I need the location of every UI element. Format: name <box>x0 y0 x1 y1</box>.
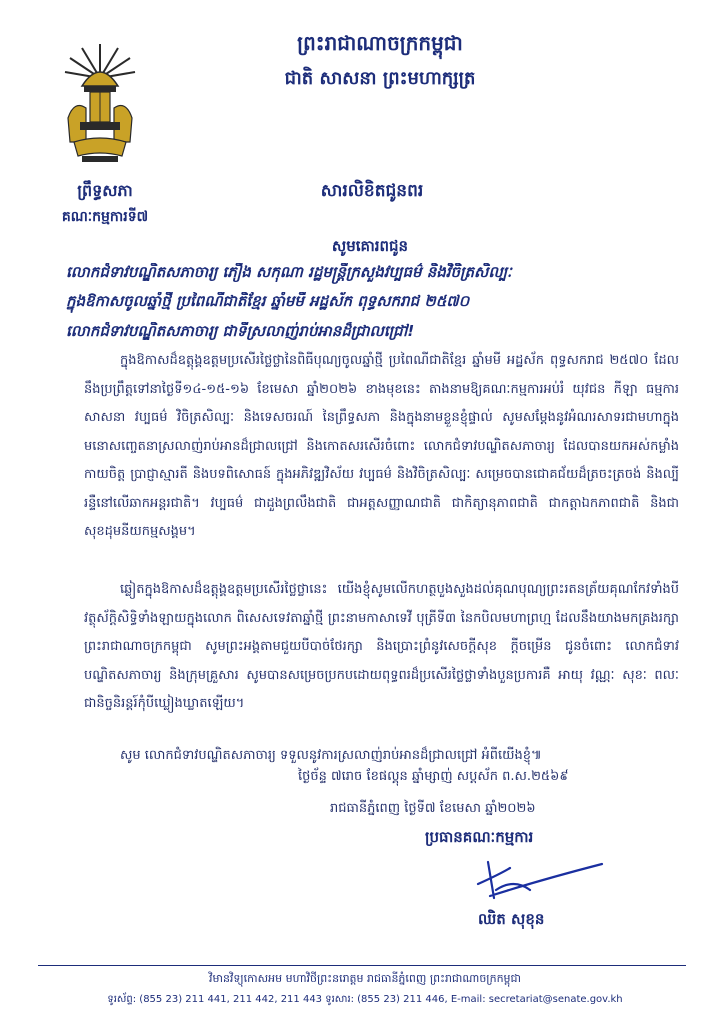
solar-date: រាជធានីភ្នំពេញ ថ្ងៃទី៧ ខែមេសា ឆ្នាំ២០២៦ <box>330 801 536 816</box>
institution-name: ព្រឹទ្ធសភា <box>77 181 133 200</box>
signer-name: ឈិត សុខុន <box>478 910 545 928</box>
footer-contact: ទូរស័ព្ទ: (855 23) 211 441, 211 442, 211 443 ទូរសារ: (855 23) 211 446, E-mail: secretariat@senate.gov.kh <box>107 994 623 1005</box>
footer-divider <box>38 965 686 966</box>
salutation: សូមគោរពជូន <box>331 237 409 255</box>
recipient-line: ក្នុងឱកាសចូលឆ្នាំថ្មី ប្រពៃណីជាតិខ្មែរ ឆ្នាំមមី អដ្ឋស័ក ពុទ្ធសករាជ ២៥៧០ <box>66 292 470 310</box>
body-paragraph: ក្នុងឱកាសដ៏ឧត្តុង្គឧត្តមប្រសើរថ្លៃថ្លានៃពិធីបុណ្យចូលឆ្នាំថ្មី ប្រពៃណីជាតិខ្មែរ ឆ្នាំមមី អដ្ឋស័ក ពុទ្ធសករាជ ២៥៧០ ដែលនឹងប្រព្រឹត្តទៅនាថ្ងៃទី១៤-១៥-១៦ ខែមេសា ឆ្នាំ២០២៦ ខាងមុខនេះ តាងនាមឱ្យគណៈកម្មការអប់រំ យុវជន កីឡា ធម្មការ សាសនា វប្បធម៌ វិចិត្រសិល្បៈ និងទេសចរណ៍ នៃព្រឹទ្ធសភា និងក្នុងនាមខ្លួនខ្ញុំផ្ទាល់ សូមសម្តែងនូវអំណរសាទរជាមហាក្នុងមនោសញ្ចេតនាស្រលាញ់រាប់អានដ៏ជ្រាលជ្រៅ និងកោតសរសើរចំពោះ លោកជំទាវបណ្ឌិតសភាចារ្យ ដែលបានយកអស់កម្លាំងកាយចិត្ត ប្រាជ្ញាស្មារតី និងបទពិសោធន៍ ក្នុងអភិវឌ្ឍវិស័យ វប្បធម៌ និងវិចិត្រសិល្បៈ សម្រេចបានជោគជ័យដ៏ត្រចះត្រចង់ និងល្បីរន្ទឺនៅលើឆាកអន្តរជាតិ។ វប្បធម៌ ជាដួងព្រលឹងជាតិ ជាអត្តសញ្ញាណជាតិ ជាកិត្យានុភាពជាតិ ជាកត្តាឯកភាពជាតិ និងជាសុខដុមនីយកម្មសង្គម។ <box>84 353 679 539</box>
body-paragraph: សូម លោកជំទាវបណ្ឌិតសភាចារ្យ ទទួលនូវការស្រលាញ់រាប់អានដ៏ជ្រាលជ្រៅ អំពីយើងខ្ញុំ៕ <box>120 748 542 763</box>
footer-address: វិមានវិទ្យុកោសអម មហាវិថីព្រះនរោត្តម រាជធានីភ្នំពេញ ព្រះរាជាណាចក្រកម្ពុជា <box>208 972 522 985</box>
recipient-line: លោកជំទាវបណ្ឌិតសភាចារ្យ ភឿង សកុណា រដ្ឋមន្ត្រីក្រសួងវប្បធម៌ និងវិចិត្រសិល្បៈ <box>66 263 512 281</box>
national-motto: ជាតិ សាសនា ព្រះមហាក្សត្រ <box>284 68 476 89</box>
recipient-line: លោកជំទាវបណ្ឌិតសភាចារ្យ ជាទីស្រលាញ់រាប់អានដ៏ជ្រាលជ្រៅ! <box>66 322 415 340</box>
lunar-date: ថ្ងៃច័ន្ទ ៧រោច ខែផល្គុន ឆ្នាំម្សាញ់ សប្តស័ក ព.ស.២៥៦៩ <box>298 769 569 784</box>
commission-name: គណៈកម្មការទី៧ <box>61 209 149 225</box>
kingdom-title: ព្រះរាជាណាចក្រកម្ពុជា <box>297 31 463 55</box>
signature-icon <box>470 850 610 910</box>
signer-title: ប្រធានគណៈកម្មការ <box>425 828 534 846</box>
senate-emblem-icon <box>60 38 140 168</box>
body-paragraph: ឆ្លៀតក្នុងឱកាសដ៏ឧត្តុង្គឧត្តមប្រសើរថ្លៃថ្លានេះ យើងខ្ញុំសូមលើកហត្ថបួងសួងដល់គុណបុណ្យព្រះរតនត្រ័យគុណកែវទាំងបី វត្ថុស័ក្តិសិទ្ធិទាំងឡាយក្នុងលោក ពិសេសទេវតាឆ្នាំថ្មី ព្រះនាមកាសាទេវី បុត្រីទី៣ នៃកបិលមហាព្រហ្ម ដែលនឹងយាងមកគ្រងរក្សាព្រះរាជាណាចក្រកម្ពុជា សូមព្រះអង្គតាមជួយបីបាច់ថែរក្សា និងប្រោះព្រំនូវសេចក្តីសុខ ក្តីចម្រើន ជូនចំពោះ លោកជំទាវបណ្ឌិតសភាចារ្យ និងក្រុមគ្រួសារ សូមបានសម្រេចប្រកបដោយពុទ្ធពរដ៏ប្រសើរថ្លៃថ្លាទាំងបួនប្រការគឺ អាយុ វណ្ណៈ សុខៈ ពលៈ ជានិច្ចនិរន្តរ៍កុំបីឃ្លៀងឃ្លាតឡើយ។ <box>84 582 679 711</box>
document-type: សារលិខិតជូនពរ <box>320 181 424 201</box>
